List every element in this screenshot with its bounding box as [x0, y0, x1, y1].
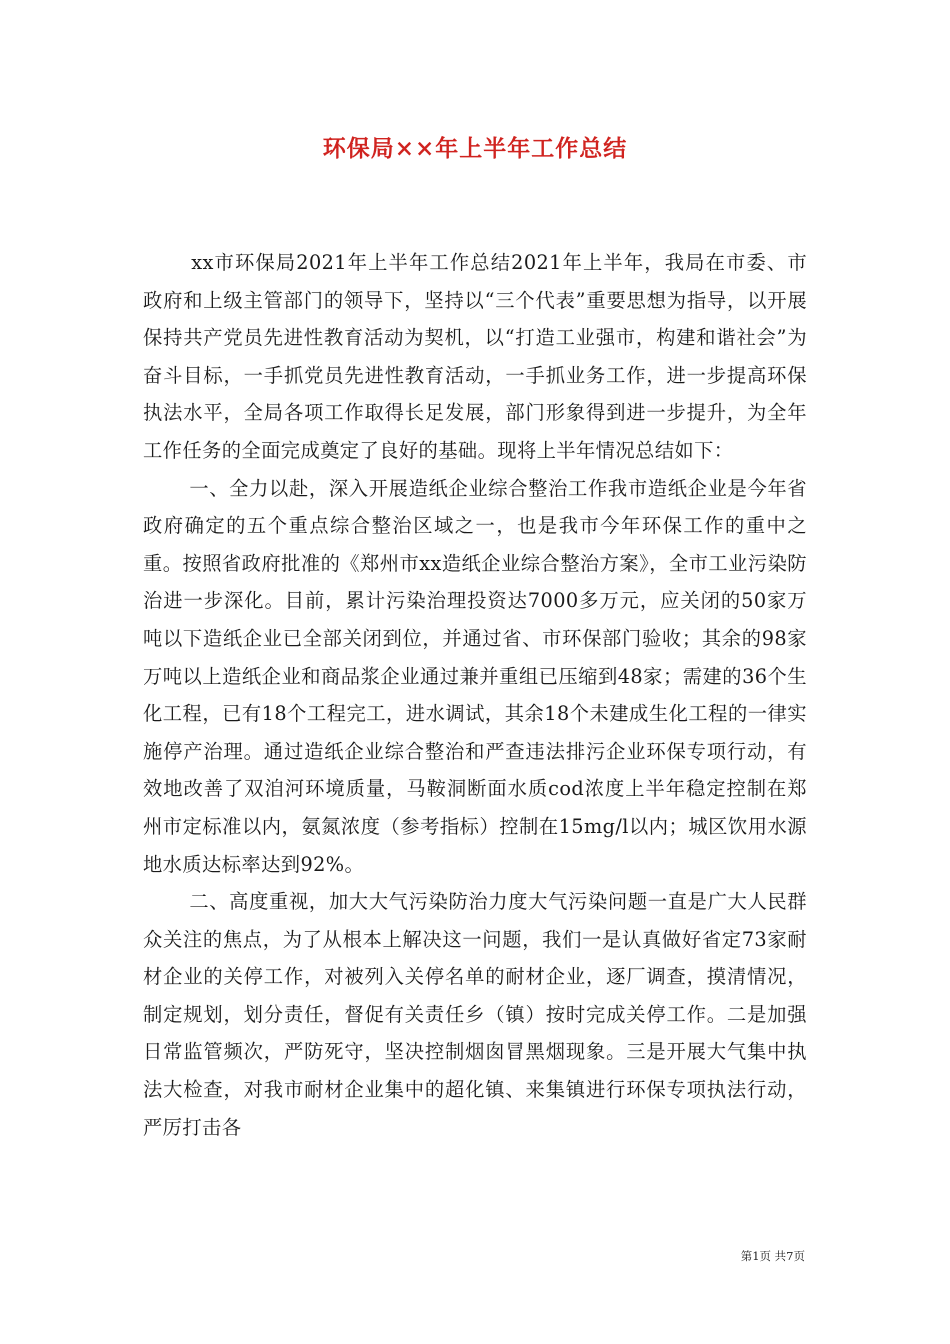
page-number: 第1页 共7页 [740, 1249, 805, 1263]
paragraph-section-2: 二、高度重视，加大大气污染防治力度大气污染问题一直是广大人民群众关注的焦点，为了从根本上解决这一问题，我们一是认真做好省定73家耐材企业的关停工作，对被列入关停名单的耐材企业，逐厂调查，摸清情况，制定规划，划分责任，督促有关责任乡（镇）按时完成关停工作。二是加强日常监管频次，严防死守，坚决控制烟囱冒黑烟现象。三是开展大气集中执法大检查，对我市耐材企业集中的超化镇、来集镇进行环保专项执法行动，严厉打击各 [143, 890, 807, 1139]
paragraph-intro: xx市环保局2021年上半年工作总结2021年上半年，我局在市委、市政府和上级主管部门的领导下，坚持以“三个代表”重要思想为指导，以开展保持共产党员先进性教育活动为契机，以“打造工业强市，构建和谐社会”为奋斗目标，一手抓党员先进性教育活动，一手抓业务工作，进一步提高环保执法水平，全局各项工作取得长足发展，部门形象得到进一步提升，为全年工作任务的全面完成奠定了良好的基础。现将上半年情况总结如下： [143, 251, 807, 462]
document-title: 环保局××年上半年工作总结 [322, 135, 628, 162]
paragraph-section-1: 一、全力以赴，深入开展造纸企业综合整治工作我市造纸企业是今年省政府确定的五个重点综合整治区域之一，也是我市今年环保工作的重中之重。按照省政府批准的《郑州市xx造纸企业综合整治方案》，全市工业污染防治进一步深化。目前，累计污染治理投资达7000多万元，应关闭的50家万吨以下造纸企业已全部关闭到位，并通过省、市环保部门验收；其余的98家万吨以上造纸企业和商品浆企业通过兼并重组已压缩到48家；需建的36个生化工程，已有18个工程完工，进水调试，其余18个未建成生化工程的一律实施停产治理。通过造纸企业综合整治和严查违法排污企业环保专项行动，有效地改善了双洎河环境质量，马鞍洞断面水质cod浓度上半年稳定控制在郑州市定标准以内，氨氮浓度（参考指标）控制在15mg/l以内；城区饮用水源地水质达标率达到92%。 [143, 476, 807, 876]
document-body [143, 244, 807, 1146]
